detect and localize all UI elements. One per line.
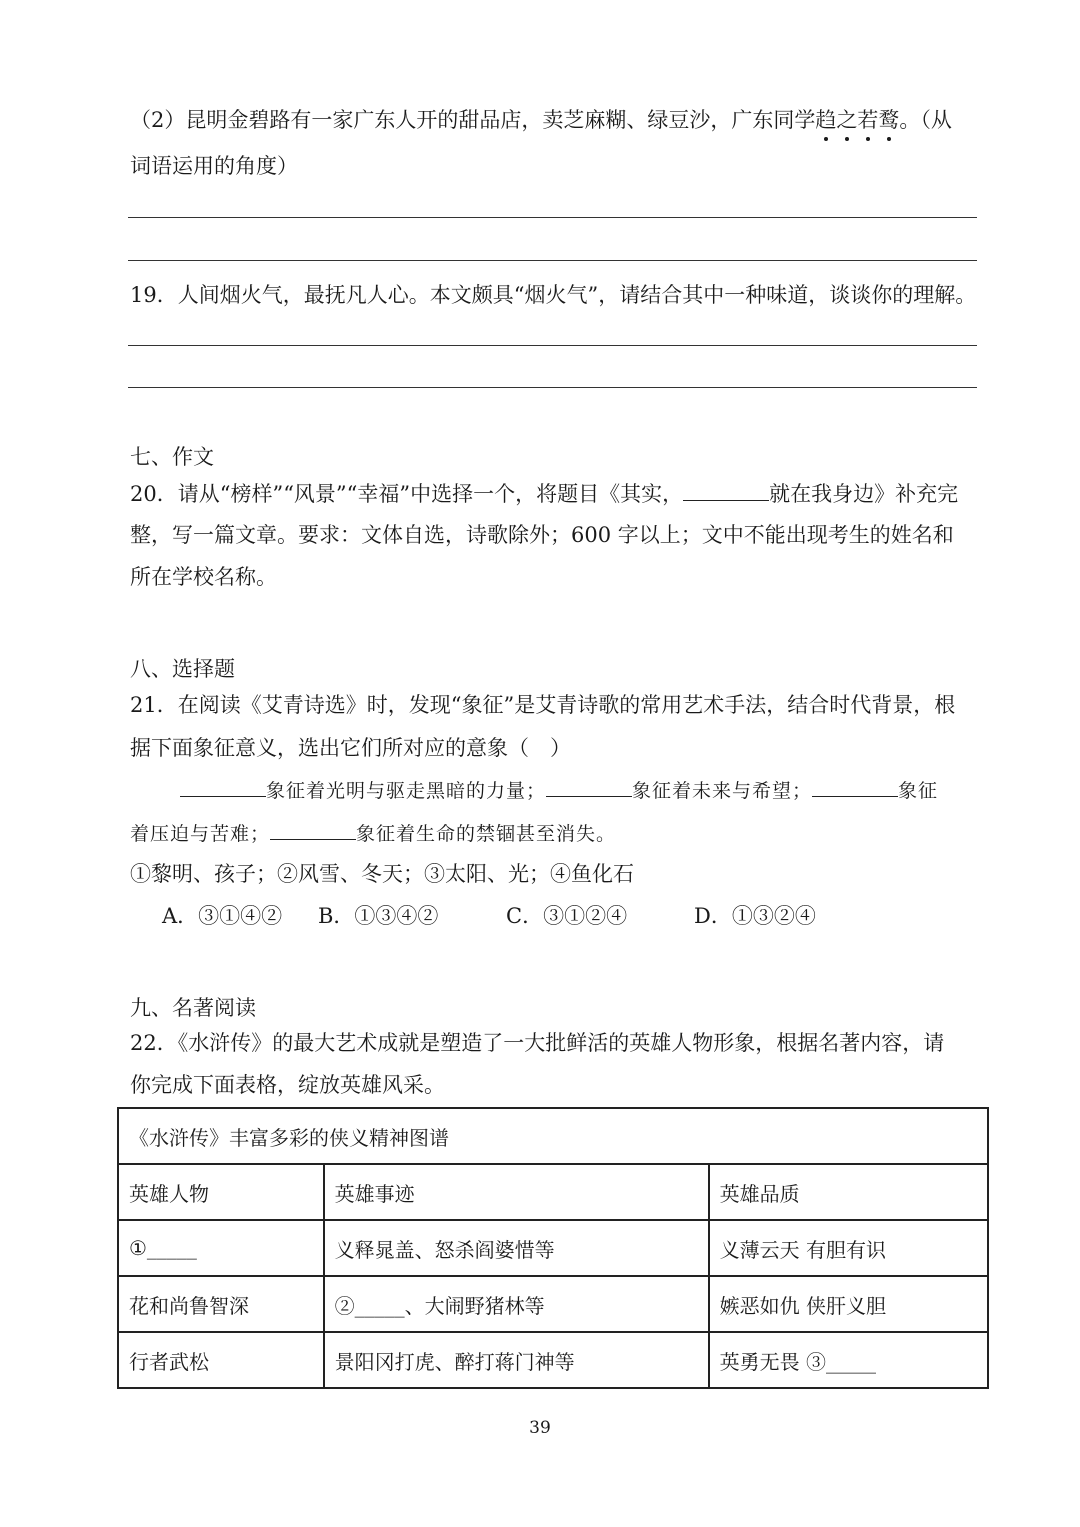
symbol-line1 <box>180 774 938 806</box>
q18-2-text-a: （2）昆明金碧路有一家广东人开的甜品店，卖芝麻糊、绿豆沙，广东同学 <box>130 108 816 132</box>
table-row <box>118 1276 988 1332</box>
q22-line2: 你完成下面表格，绽放英雄风采。 <box>130 1073 445 1097</box>
section7-title: 七、作文 <box>130 445 214 469</box>
table-cell[interactable]: ①_____ <box>118 1220 324 1276</box>
symbol-4b: 象征着生命的禁锢甚至消失。 <box>356 823 617 845</box>
hero-table <box>117 1107 989 1389</box>
option-b[interactable]: B．①③④② <box>318 904 439 928</box>
symbol-2: 象征着未来与希望； <box>632 780 813 802</box>
q18-2-line2: 词语运用的角度） <box>130 154 298 178</box>
table-cell[interactable]: ②_____、大闹野猪林等 <box>324 1276 709 1332</box>
table-cell[interactable]: 英勇无畏 ③_____ <box>709 1332 988 1388</box>
dotted-char-2: 之 <box>836 105 857 135</box>
q18-2-text-b: 。（从 <box>899 108 952 132</box>
answer-line[interactable] <box>128 260 977 261</box>
table-cell: 义释晁盖、怒杀阎婆惜等 <box>324 1220 709 1276</box>
symbol-blank-4[interactable] <box>270 817 356 840</box>
q20-line2: 整，写一篇文章。要求：文体自选，诗歌除外；600 字以上；文中不能出现考生的姓名和 <box>130 523 954 547</box>
title-blank[interactable] <box>683 478 769 501</box>
images-line: ①黎明、孩子；②风雪、冬天；③太阳、光；④鱼化石 <box>130 862 634 886</box>
table-cell: 义薄云天 有胆有识 <box>709 1220 988 1276</box>
symbol-1: 象征着光明与驱走黑暗的力量； <box>266 780 547 802</box>
table-cell: 行者武松 <box>118 1332 324 1388</box>
q21-line1: 21．在阅读《艾青诗选》时，发现“象征”是艾青诗歌的常用艺术手法，结合时代背景，根 <box>130 693 956 717</box>
q19-text: 19．人间烟火气，最抚凡人心。本文颇具“烟火气”，请结合其中一种味道，谈谈你的理解。 <box>130 283 977 307</box>
option-c[interactable]: C．③①②④ <box>506 904 628 928</box>
symbol-line2 <box>130 817 616 849</box>
symbol-blank-3[interactable] <box>812 774 898 797</box>
table-cell: 嫉恶如仇 侠肝义胆 <box>709 1276 988 1332</box>
q18-2-line1 <box>130 105 975 135</box>
option-a[interactable]: A．③①④② <box>162 904 283 928</box>
page-number: 39 <box>529 1418 551 1438</box>
q20-line3: 所在学校名称。 <box>130 565 277 589</box>
q21-line2: 据下面象征意义，选出它们所对应的意象（ ） <box>130 736 571 760</box>
answer-line[interactable] <box>128 345 977 346</box>
table-header-row <box>118 1164 988 1220</box>
symbol-4a: 着压迫与苦难； <box>130 823 271 845</box>
section9-title: 九、名著阅读 <box>130 996 256 1020</box>
header-deeds: 英雄事迹 <box>324 1164 709 1220</box>
symbol-3: 象征 <box>898 780 939 802</box>
q20-text-a: 20．请从“榜样”“风景”“幸福”中选择一个，将题目《其实， <box>130 482 684 506</box>
option-d[interactable]: D．①③②④ <box>694 904 816 928</box>
dotted-char-3: 若 <box>857 105 878 135</box>
dotted-char-1: 趋 <box>815 105 836 135</box>
table-row <box>118 1220 988 1276</box>
header-quality: 英雄品质 <box>709 1164 988 1220</box>
table-caption: 《水浒传》丰富多彩的侠义精神图谱 <box>118 1108 988 1164</box>
answer-line[interactable] <box>128 217 977 218</box>
section8-title: 八、选择题 <box>130 657 235 681</box>
header-hero: 英雄人物 <box>118 1164 324 1220</box>
q20-text-b: 就在我身边》补充完 <box>769 482 959 506</box>
q22-line1: 22．《水浒传》的最大艺术成就是塑造了一大批鲜活的英雄人物形象，根据名著内容，请 <box>130 1031 945 1055</box>
symbol-blank-2[interactable] <box>546 774 632 797</box>
dotted-char-4: 鹜 <box>878 105 899 135</box>
answer-line[interactable] <box>128 387 977 388</box>
table-row <box>118 1332 988 1388</box>
q20-line1 <box>130 478 975 509</box>
table-cell: 花和尚鲁智深 <box>118 1276 324 1332</box>
table-cell: 景阳冈打虎、醉打蒋门神等 <box>324 1332 709 1388</box>
symbol-blank-1[interactable] <box>180 774 266 797</box>
